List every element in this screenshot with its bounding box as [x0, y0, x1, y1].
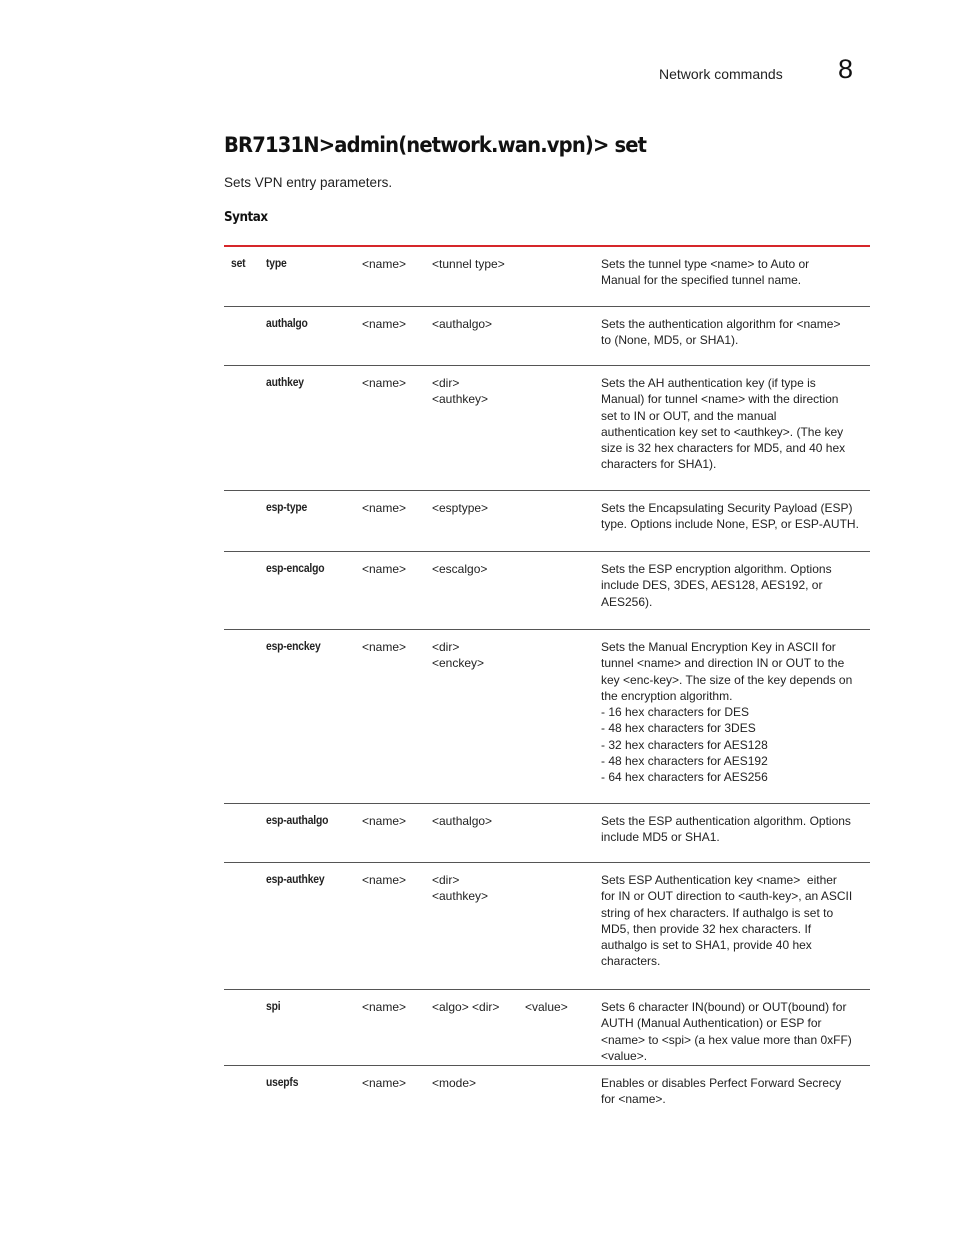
param-argument: <escalgo>: [432, 562, 488, 576]
description-line: Sets the authentication algorithm for <name>: [601, 317, 841, 331]
param-argument: <mode>: [432, 1076, 477, 1090]
param-name: <name>: [362, 873, 407, 887]
description-line: AUTH (Manual Authentication) or ESP for: [601, 1016, 822, 1031]
row-description: [601, 639, 867, 786]
table-row: [224, 863, 870, 990]
subcommand-name: authalgo: [266, 318, 308, 330]
subcommand-name: spi: [266, 1001, 281, 1013]
description-line: key <enc-key>. The size of the key depends on: [601, 672, 853, 687]
row-description: [601, 813, 867, 846]
command-keyword: set: [231, 258, 246, 270]
description-line: type. Options include None, ESP, or ESP-AUTH.: [601, 517, 859, 532]
description-line: for <name>.: [601, 1092, 666, 1107]
param-argument: <authkey>: [432, 889, 489, 904]
param-argument: <dir>: [432, 640, 460, 654]
description-line: - 64 hex characters for AES256: [601, 770, 768, 785]
description-line: Sets the ESP authentication algorithm. Options: [601, 814, 851, 828]
table-row: [224, 552, 870, 630]
syntax-table: [224, 245, 870, 1126]
row-description: [601, 872, 867, 970]
table-row: [224, 307, 870, 366]
param-arguments: [432, 256, 505, 272]
description-line: the encryption algorithm.: [601, 688, 733, 703]
param-arguments: [432, 500, 488, 516]
param-name: <name>: [362, 1076, 407, 1090]
param-name: <name>: [362, 501, 407, 515]
description-line: Sets the ESP encryption algorithm. Options: [601, 562, 832, 576]
param-name: <name>: [362, 562, 407, 576]
subcommand-name: usepfs: [266, 1077, 299, 1089]
table-row: [224, 804, 870, 863]
description-line: authalgo is set to SHA1, provide 40 hex: [601, 938, 812, 953]
param-name: <name>: [362, 640, 407, 654]
param-argument: <dir>: [432, 376, 460, 390]
description-line: include MD5 or SHA1.: [601, 830, 720, 845]
param-argument: <authalgo>: [432, 317, 493, 331]
description-line: - 32 hex characters for AES128: [601, 737, 768, 752]
description-line: Sets the Manual Encryption Key in ASCII for: [601, 640, 836, 654]
header-section-title: Network commands: [659, 66, 783, 82]
row-description: [601, 1075, 867, 1108]
description-line: include DES, 3DES, AES128, AES192, or: [601, 578, 823, 593]
param-name: <name>: [362, 814, 407, 828]
description-line: - 16 hex characters for DES: [601, 705, 750, 720]
param-arguments: [432, 561, 487, 577]
table-row: [224, 247, 870, 307]
description-line: size is 32 hex characters for MD5, and 40 hex: [601, 441, 846, 456]
description-line: for IN or OUT direction to <auth-key>, an ASCII: [601, 889, 853, 904]
description-line: MD5, then provide 32 hex characters. If: [601, 921, 812, 936]
param-arguments: [432, 316, 492, 332]
description-line: characters for SHA1).: [601, 457, 717, 472]
param-arguments: [432, 872, 488, 905]
subcommand-name: authkey: [266, 377, 304, 389]
description-line: Sets 6 character IN(bound) or OUT(bound) for: [601, 1000, 847, 1014]
description-line: authentication key set to <authkey>. (The key: [601, 424, 844, 439]
row-description: [601, 999, 867, 1064]
param-argument: <dir>: [432, 873, 460, 887]
table-row: [224, 630, 870, 804]
row-description: [601, 256, 867, 289]
description-line: - 48 hex characters for AES192: [601, 754, 768, 769]
param-name: <name>: [362, 257, 407, 271]
description-line: <value>.: [601, 1048, 648, 1063]
description-line: tunnel <name> and direction IN or OUT to the: [601, 656, 845, 671]
syntax-heading: Syntax: [224, 210, 268, 225]
description-line: set to IN or OUT, and the manual: [601, 408, 777, 423]
param-argument: <esptype>: [432, 501, 489, 515]
table-row: [224, 491, 870, 552]
param-value: <value>: [525, 1000, 568, 1014]
subcommand-name: esp-encalgo: [266, 563, 325, 575]
param-arguments: [432, 999, 499, 1015]
page-description: Sets VPN entry parameters.: [224, 175, 393, 190]
param-argument: <algo> <dir>: [432, 1000, 500, 1014]
description-line: to (None, MD5, or SHA1).: [601, 333, 739, 348]
subcommand-name: esp-enckey: [266, 641, 321, 653]
param-arguments: [432, 639, 484, 672]
param-arguments: [432, 813, 492, 829]
param-argument: <enckey>: [432, 656, 485, 671]
description-line: characters.: [601, 954, 661, 969]
description-line: Sets the AH authentication key (if type is: [601, 376, 816, 390]
param-arguments: [432, 1075, 476, 1091]
subcommand-name: esp-type: [266, 502, 308, 514]
table-row: [224, 1066, 870, 1126]
table-row: [224, 366, 870, 491]
row-description: [601, 375, 867, 473]
param-name: <name>: [362, 1000, 407, 1014]
param-argument: <authalgo>: [432, 814, 493, 828]
subcommand-name: esp-authkey: [266, 874, 325, 886]
description-line: Manual for the specified tunnel name.: [601, 273, 802, 288]
table-row: [224, 990, 870, 1066]
param-argument: <authkey>: [432, 392, 489, 407]
description-line: AES256).: [601, 594, 653, 609]
subcommand-name: type: [266, 258, 287, 270]
param-argument: <tunnel type>: [432, 257, 505, 271]
param-arguments: [432, 375, 488, 408]
description-line: Sets the Encapsulating Security Payload (ESP): [601, 501, 853, 515]
row-description: [601, 316, 867, 349]
description-line: Manual) for tunnel <name> with the direction: [601, 392, 839, 407]
subcommand-name: esp-authalgo: [266, 815, 329, 827]
row-description: [601, 561, 867, 610]
row-description: [601, 500, 867, 533]
description-line: Sets the tunnel type <name> to Auto or: [601, 257, 810, 271]
header-chapter-number: 8: [838, 54, 854, 84]
description-line: Enables or disables Perfect Forward Secrecy: [601, 1076, 842, 1090]
description-line: Sets ESP Authentication key <name> either: [601, 873, 837, 887]
description-line: <name> to <spi> (a hex value more than 0xFF): [601, 1032, 852, 1047]
param-name: <name>: [362, 317, 407, 331]
page-title: BR7131N>admin(network.wan.vpn)> set: [224, 133, 647, 157]
description-line: string of hex characters. If authalgo is set to: [601, 905, 834, 920]
param-name: <name>: [362, 376, 407, 390]
description-line: - 48 hex characters for 3DES: [601, 721, 756, 736]
